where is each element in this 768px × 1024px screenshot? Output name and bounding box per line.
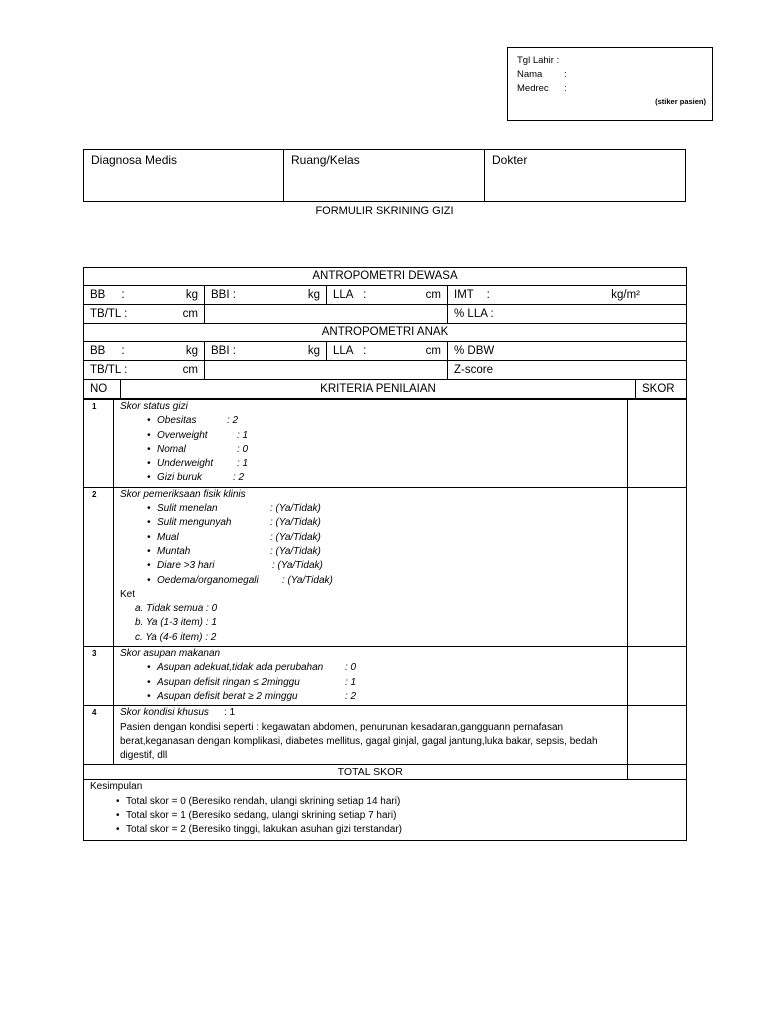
dewasa-tbtl-cell: TB/TL : cm xyxy=(84,305,205,324)
criteria-row-1 xyxy=(84,400,687,488)
criteria-no: 2 xyxy=(84,487,114,646)
list-item: • Diare >3 hari : (Ya/Tidak) xyxy=(157,559,621,573)
kesimpulan-list xyxy=(90,795,680,838)
criteria-header-row xyxy=(84,380,687,399)
criteria-content: Skor pemeriksaan fisik klinis • Sulit menelan : (Ya/Tidak) • Sulit mengunyah : (Ya/Tidak) • Mual : (Ya/Tidak) • Muntah : (Ya/Tidak) • Diare >3 hari : (Ya/Tidak) • Oedema/organomegali : (Ya/Tidak) Ket a. Tidak semua : 0 b. Ya (1-3 item) : 1 c. Ya (4-6 item) : 2 xyxy=(114,487,628,646)
ket-item: c. Ya (4-6 item) : 2 xyxy=(135,631,217,643)
kesimpulan-title: Kesimpulan xyxy=(90,781,143,793)
anak-dbw-cell: % DBW xyxy=(448,342,687,361)
criteria-no: 4 xyxy=(84,706,114,765)
list-item: • Asupan defisit berat ≥ 2 minggu : 2 xyxy=(157,690,621,704)
skor-cell[interactable] xyxy=(628,487,687,646)
criteria-row-3 xyxy=(84,647,687,706)
list-item: • Obesitas : 2 xyxy=(157,414,621,428)
patient-info-table xyxy=(83,149,686,202)
dewasa-lla-cell: LLA : cm xyxy=(327,286,448,305)
nama-label: Nama : xyxy=(517,69,567,80)
kesimpulan-row xyxy=(84,780,687,840)
criteria-content: Skor asupan makanan • Asupan adekuat,tidak ada perubahan : 0 • Asupan defisit ringan ≤ 2minggu : 1 • Asupan defisit berat ≥ 2 minggu : 2 xyxy=(114,647,628,706)
dewasa-empty-cell xyxy=(205,305,448,324)
dewasa-pct-lla-cell: % LLA : xyxy=(448,305,687,324)
dewasa-imt-cell: IMT : kg/m² xyxy=(448,286,687,305)
list-item: • Total skor = 0 (Beresiko rendah, ulangi skrining setiap 14 hari) xyxy=(126,795,680,809)
anak-row-2 xyxy=(84,361,687,380)
list-item: • Overweight : 1 xyxy=(157,429,621,443)
criteria-row-4 xyxy=(84,706,687,765)
list-item: • Muntah : (Ya/Tidak) xyxy=(157,545,621,559)
total-skor-row xyxy=(84,765,687,780)
anak-empty-cell xyxy=(205,361,448,380)
list-item: • Total skor = 2 (Beresiko tinggi, lakukan asuhan gizi terstandar) xyxy=(126,823,680,837)
ruang-kelas-cell: Ruang/Kelas xyxy=(284,150,485,201)
kesimpulan-cell xyxy=(84,780,687,840)
skor-cell[interactable] xyxy=(628,706,687,765)
anak-header-row xyxy=(84,324,687,342)
ket-label: Ket xyxy=(120,588,136,600)
dewasa-bb-cell: BB : kg xyxy=(84,286,205,305)
list-item: • Underweight : 1 xyxy=(157,457,621,471)
criteria-list xyxy=(120,502,621,588)
antropometri-dewasa-title: ANTROPOMETRI DEWASA xyxy=(84,268,687,286)
list-item: • Total skor = 1 (Beresiko sedang, ulangi skrining setiap 7 hari) xyxy=(126,809,680,823)
dewasa-row-2 xyxy=(84,305,687,324)
anak-bbi-cell: BBI : kg xyxy=(205,342,327,361)
antropometri-anak-title: ANTROPOMETRI ANAK xyxy=(84,324,687,342)
list-item: • Gizi buruk : 2 xyxy=(157,471,621,485)
criteria-content: Skor kondisi khusus : 1 Pasien dengan kondisi seperti : kegawatan abdomen, penurunan kesadaran,gangguann pernafasan berat,keganasan dengan komplikasi, diabetes mellitus, gagal ginjal, gagal jantung,luka bakar, sepsis, bedah digestif, dll xyxy=(114,706,628,765)
dewasa-row-1 xyxy=(84,286,687,305)
anak-zscore-cell: Z-score xyxy=(448,361,687,380)
diagnosa-medis-cell: Diagnosa Medis xyxy=(84,150,284,201)
tgl-lahir-label: Tgl Lahir : xyxy=(517,55,560,66)
dewasa-bbi-cell: BBI : kg xyxy=(205,286,327,305)
criteria-list xyxy=(120,414,621,485)
skor-header: SKOR xyxy=(642,383,675,395)
list-item: • Asupan defisit ringan ≤ 2minggu : 1 xyxy=(157,676,621,690)
screening-table xyxy=(83,267,687,399)
total-skor-label: TOTAL SKOR xyxy=(114,765,628,780)
ket-item: a. Tidak semua : 0 xyxy=(135,603,218,615)
total-skor-cell[interactable] xyxy=(628,765,687,780)
kriteria-header: KRITERIA PENILAIAN xyxy=(121,380,636,398)
no-header: NO xyxy=(84,380,121,398)
skor-cell[interactable] xyxy=(628,400,687,488)
form-title: FORMULIR SKRINING GIZI xyxy=(315,205,454,217)
dokter-cell: Dokter xyxy=(492,153,528,167)
criteria-list xyxy=(120,661,621,704)
sticker-note: (stiker pasien) xyxy=(655,97,706,106)
criteria-no: 3 xyxy=(84,647,114,706)
skor-cell[interactable] xyxy=(628,647,687,706)
list-item: • Oedema/organomegali : (Ya/Tidak) xyxy=(157,574,621,588)
anak-tbtl-cell: TB/TL : cm xyxy=(84,361,205,380)
dewasa-header-row xyxy=(84,268,687,286)
patient-sticker-box xyxy=(507,47,713,121)
anak-bb-cell: BB : kg xyxy=(84,342,205,361)
criteria-no: 1 xyxy=(84,400,114,488)
criteria-table xyxy=(83,399,687,841)
list-item: • Sulit mengunyah : (Ya/Tidak) xyxy=(157,516,621,530)
medrec-label: Medrec : xyxy=(517,83,567,94)
anak-lla-cell: LLA : cm xyxy=(327,342,448,361)
list-item: • Mual : (Ya/Tidak) xyxy=(157,531,621,545)
kondisi-khusus-desc: Pasien dengan kondisi seperti : kegawatan abdomen, penurunan kesadaran,gangguann pernafasan berat,keganasan dengan komplikasi, diabetes mellitus, gagal ginjal, gagal jantung,luka bakar, sepsis, bedah digestif, dll xyxy=(120,721,598,762)
criteria-header-cell xyxy=(84,380,687,399)
criteria-content: Skor status gizi • Obesitas : 2 • Overweight : 1 • Nomal : 0 • Underweight : 1 • Gizi buruk : 2 xyxy=(114,400,628,488)
list-item: • Nomal : 0 xyxy=(157,443,621,457)
list-item: • Sulit menelan : (Ya/Tidak) xyxy=(157,502,621,516)
list-item: • Asupan adekuat,tidak ada perubahan : 0 xyxy=(157,661,621,675)
criteria-row-2 xyxy=(84,487,687,646)
ket-item: b. Ya (1-3 item) : 1 xyxy=(135,617,217,629)
anak-row-1 xyxy=(84,342,687,361)
